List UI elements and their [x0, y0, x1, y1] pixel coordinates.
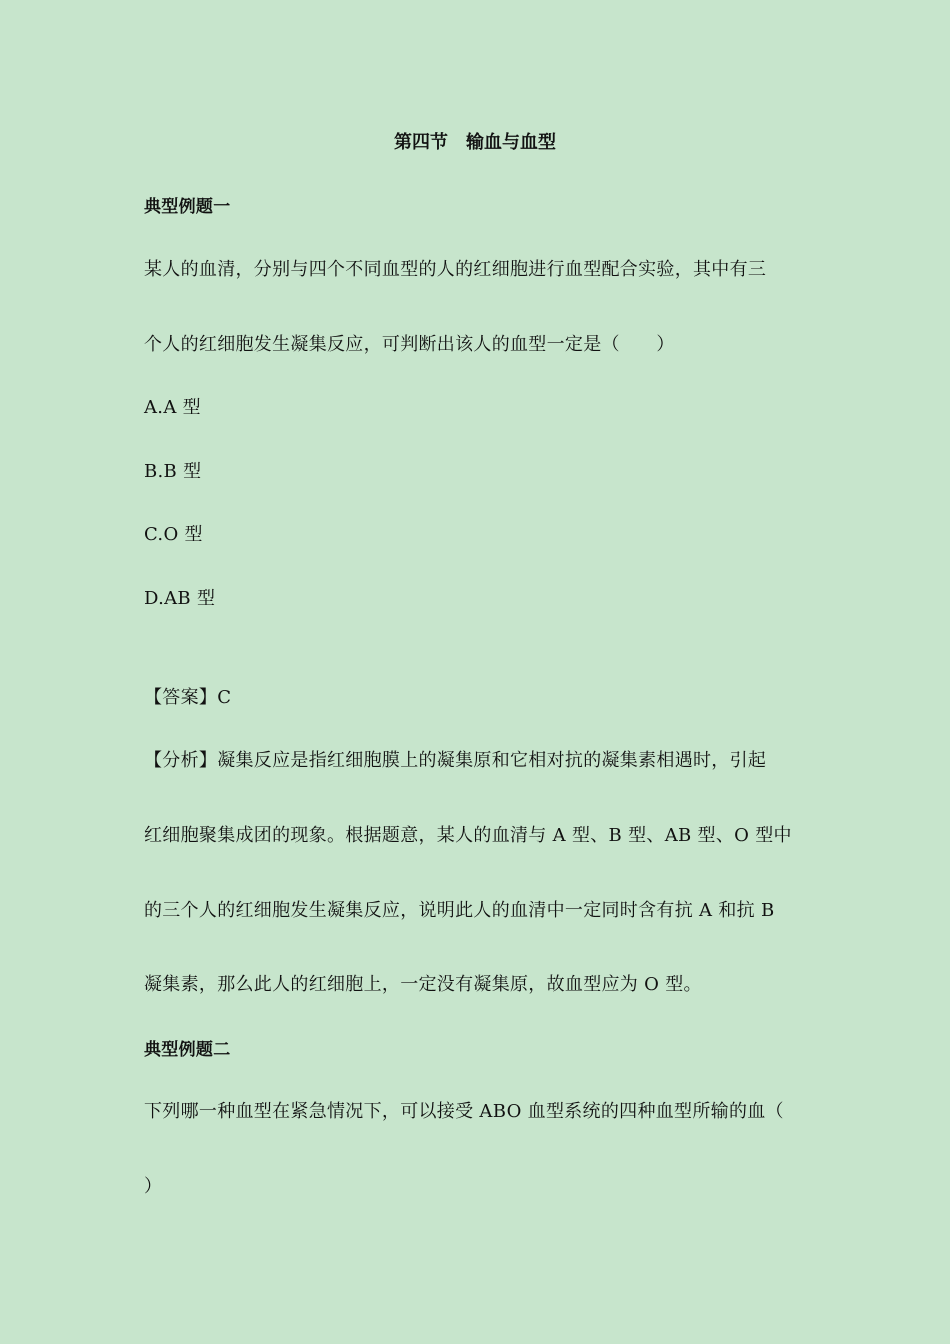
example-2-question-line-1: 下列哪一种血型在紧急情况下，可以接受 ABO 血型系统的四种血型所输的血（: [144, 1101, 784, 1122]
section-title: 第四节 输血与血型: [394, 132, 556, 153]
analysis-line-3: 的三个人的红细胞发生凝集反应，说明此人的血清中一定同时含有抗 A 和抗 B: [144, 900, 775, 921]
answer-line: 【答案】C: [144, 687, 232, 708]
analysis-line-1: 【分析】凝集反应是指红细胞膜上的凝集原和它相对抗的凝集素相遇时，引起: [144, 750, 767, 771]
example-1-question-line-2: 个人的红细胞发生凝集反应，可判断出该人的血型一定是（ ）: [144, 334, 675, 355]
option-c: C.O 型: [144, 524, 203, 545]
example-2-heading: 典型例题二: [144, 1040, 231, 1060]
option-a: A.A 型: [144, 397, 201, 418]
option-b: B.B 型: [144, 461, 202, 482]
example-2-question-line-2: ）: [144, 1176, 163, 1197]
example-1-heading: 典型例题一: [144, 197, 231, 217]
analysis-line-2: 红细胞聚集成团的现象。根据题意，某人的血清与 A 型、B 型、AB 型、O 型中: [144, 825, 792, 846]
example-1-question-line-1: 某人的血清，分别与四个不同血型的人的红细胞进行血型配合实验，其中有三: [144, 259, 767, 280]
analysis-line-4: 凝集素，那么此人的红细胞上，一定没有凝集原，故血型应为 O 型。: [144, 974, 702, 995]
option-d: D.AB 型: [144, 588, 216, 609]
